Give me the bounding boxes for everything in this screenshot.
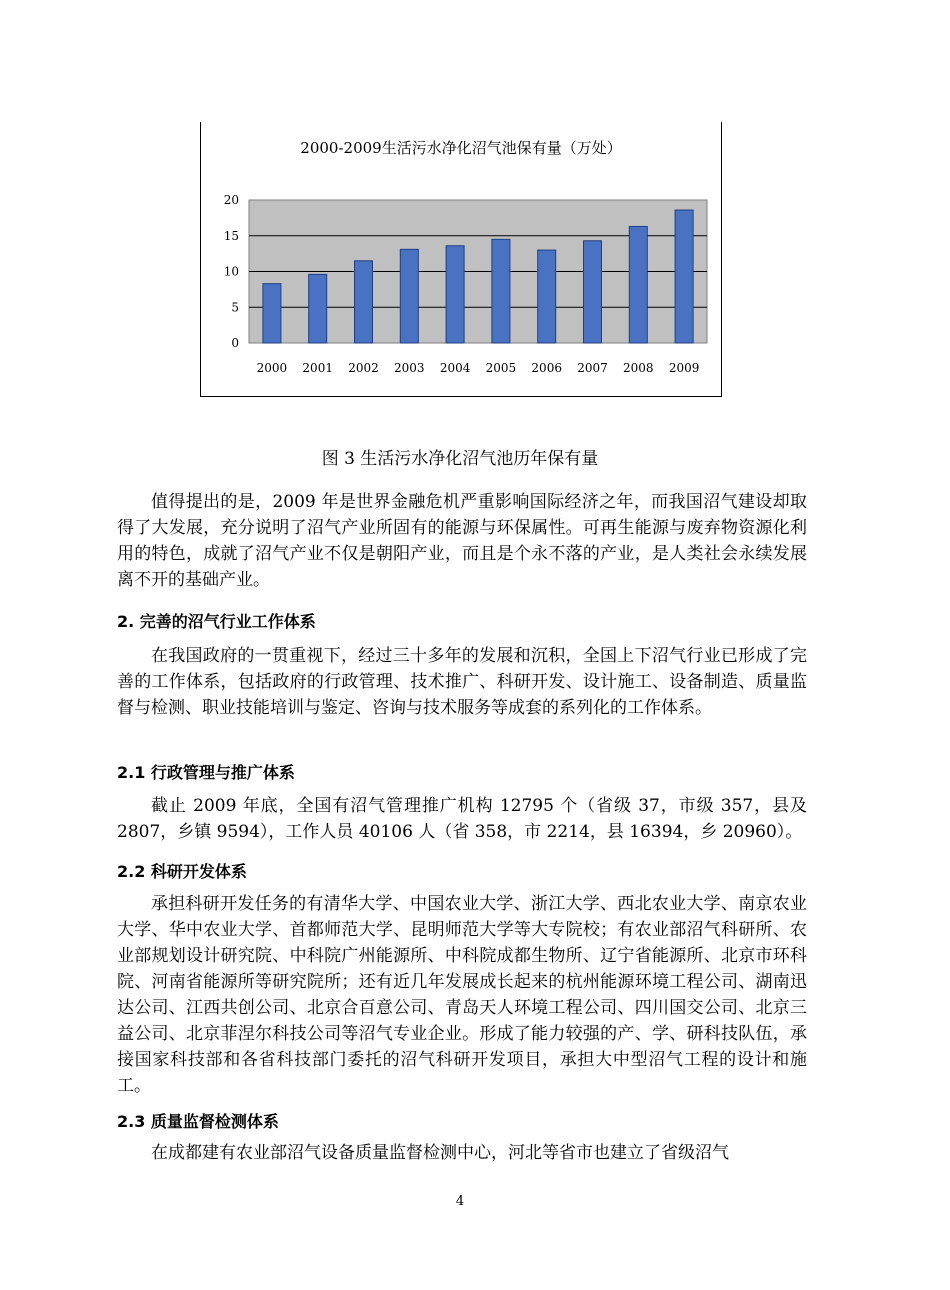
bar-2007	[584, 241, 602, 343]
section-heading-2-3: 2.3 质量监督检测体系	[117, 1112, 279, 1131]
y-tick-label: 15	[223, 228, 239, 243]
x-tick-label: 2007	[577, 361, 608, 375]
section-heading-2-1: 2.1 行政管理与推广体系	[117, 763, 295, 782]
bar-2004	[446, 246, 464, 343]
x-tick-label: 2003	[394, 361, 425, 375]
x-tick-label: 2009	[668, 361, 700, 375]
x-tick-label: 2001	[302, 361, 333, 375]
chart-title: 2000-2009生活污水净化沼气池保有量（万处）	[300, 139, 622, 157]
section-heading-2: 2. 完善的沼气行业工作体系	[117, 612, 316, 631]
x-tick-label: 2002	[348, 361, 379, 375]
paragraph-1: 值得提出的是，2009 年是世界金融危机严重影响国际经济之年，而我国沼气建设却取得了大发展，充分说明了沼气产业所固有的能源与环保属性。可再生能源与废弃物资源化利用的特色，成就了沼气产业不仅是朝阳产业，而且是个永不落的产业，是人类社会永续发展离不开的基础产业。	[117, 492, 807, 590]
paragraph-3: 截止 2009 年底，全国有沼气管理推广机构 12795 个（省级 37，市级 357，县及 2807，乡镇 9594），工作人员 40106 人（省 358，市 2214，县 16394，乡 20960）。	[117, 796, 807, 842]
bar-2008	[629, 226, 647, 343]
x-tick-label: 2000	[256, 361, 288, 375]
bar-2000	[263, 284, 281, 343]
x-tick-label: 2004	[439, 361, 471, 375]
paragraph-5: 在成都建有农业部沼气设备质量监督检测中心，河北等省市也建立了省级沼气	[151, 1143, 729, 1163]
bar-chart	[201, 122, 721, 396]
bar-2006	[538, 250, 556, 343]
y-tick-label: 0	[231, 336, 239, 350]
bar-2009	[675, 210, 693, 343]
bar-2003	[400, 249, 418, 343]
chart-frame	[200, 122, 722, 397]
y-tick-label: 20	[223, 193, 239, 207]
x-tick-label: 2006	[531, 361, 562, 375]
paragraph-4: 承担科研开发任务的有清华大学、中国农业大学、浙江大学、西北农业大学、南京农业大学、华中农业大学、首都师范大学、昆明师范大学等大专院校；有农业部沼气科研所、农业部规划设计研究院、中科院广州能源所、中科院成都生物所、辽宁省能源所、北京市环科院、河南省能源所等研究院所；还有近几年发展成长起来的杭州能源环境工程公司、湖南迅达公司、江西共创公司、北京合百意公司、青岛天人环境工程公司、四川国交公司、北京三益公司、北京菲涅尔科技公司等沼气专业企业。形成了能力较强的产、学、研科技队伍，承接国家科技部和各省科技部门委托的沼气科研开发项目，承担大中型沼气工程的设计和施工。	[117, 894, 807, 1096]
page-number: 4	[455, 1194, 465, 1209]
y-tick-label: 10	[223, 264, 239, 279]
bar-2002	[355, 261, 373, 343]
x-tick-label: 2008	[623, 361, 654, 375]
paragraph-2: 在我国政府的一贯重视下，经过三十多年的发展和沉积，全国上下沼气行业已形成了完善的工作体系，包括政府的行政管理、技术推广、科研开发、设计施工、设备制造、质量监督与检测、职业技能培训与鉴定、咨询与技术服务等成套的系列化的工作体系。	[117, 646, 807, 718]
y-tick-label: 5	[231, 300, 239, 315]
bar-2005	[492, 239, 510, 343]
x-tick-label: 2005	[485, 361, 517, 375]
section-heading-2-2: 2.2 科研开发体系	[117, 862, 247, 881]
figure-caption: 图 3 生活污水净化沼气池历年保有量	[321, 449, 599, 469]
bar-2001	[309, 274, 327, 343]
